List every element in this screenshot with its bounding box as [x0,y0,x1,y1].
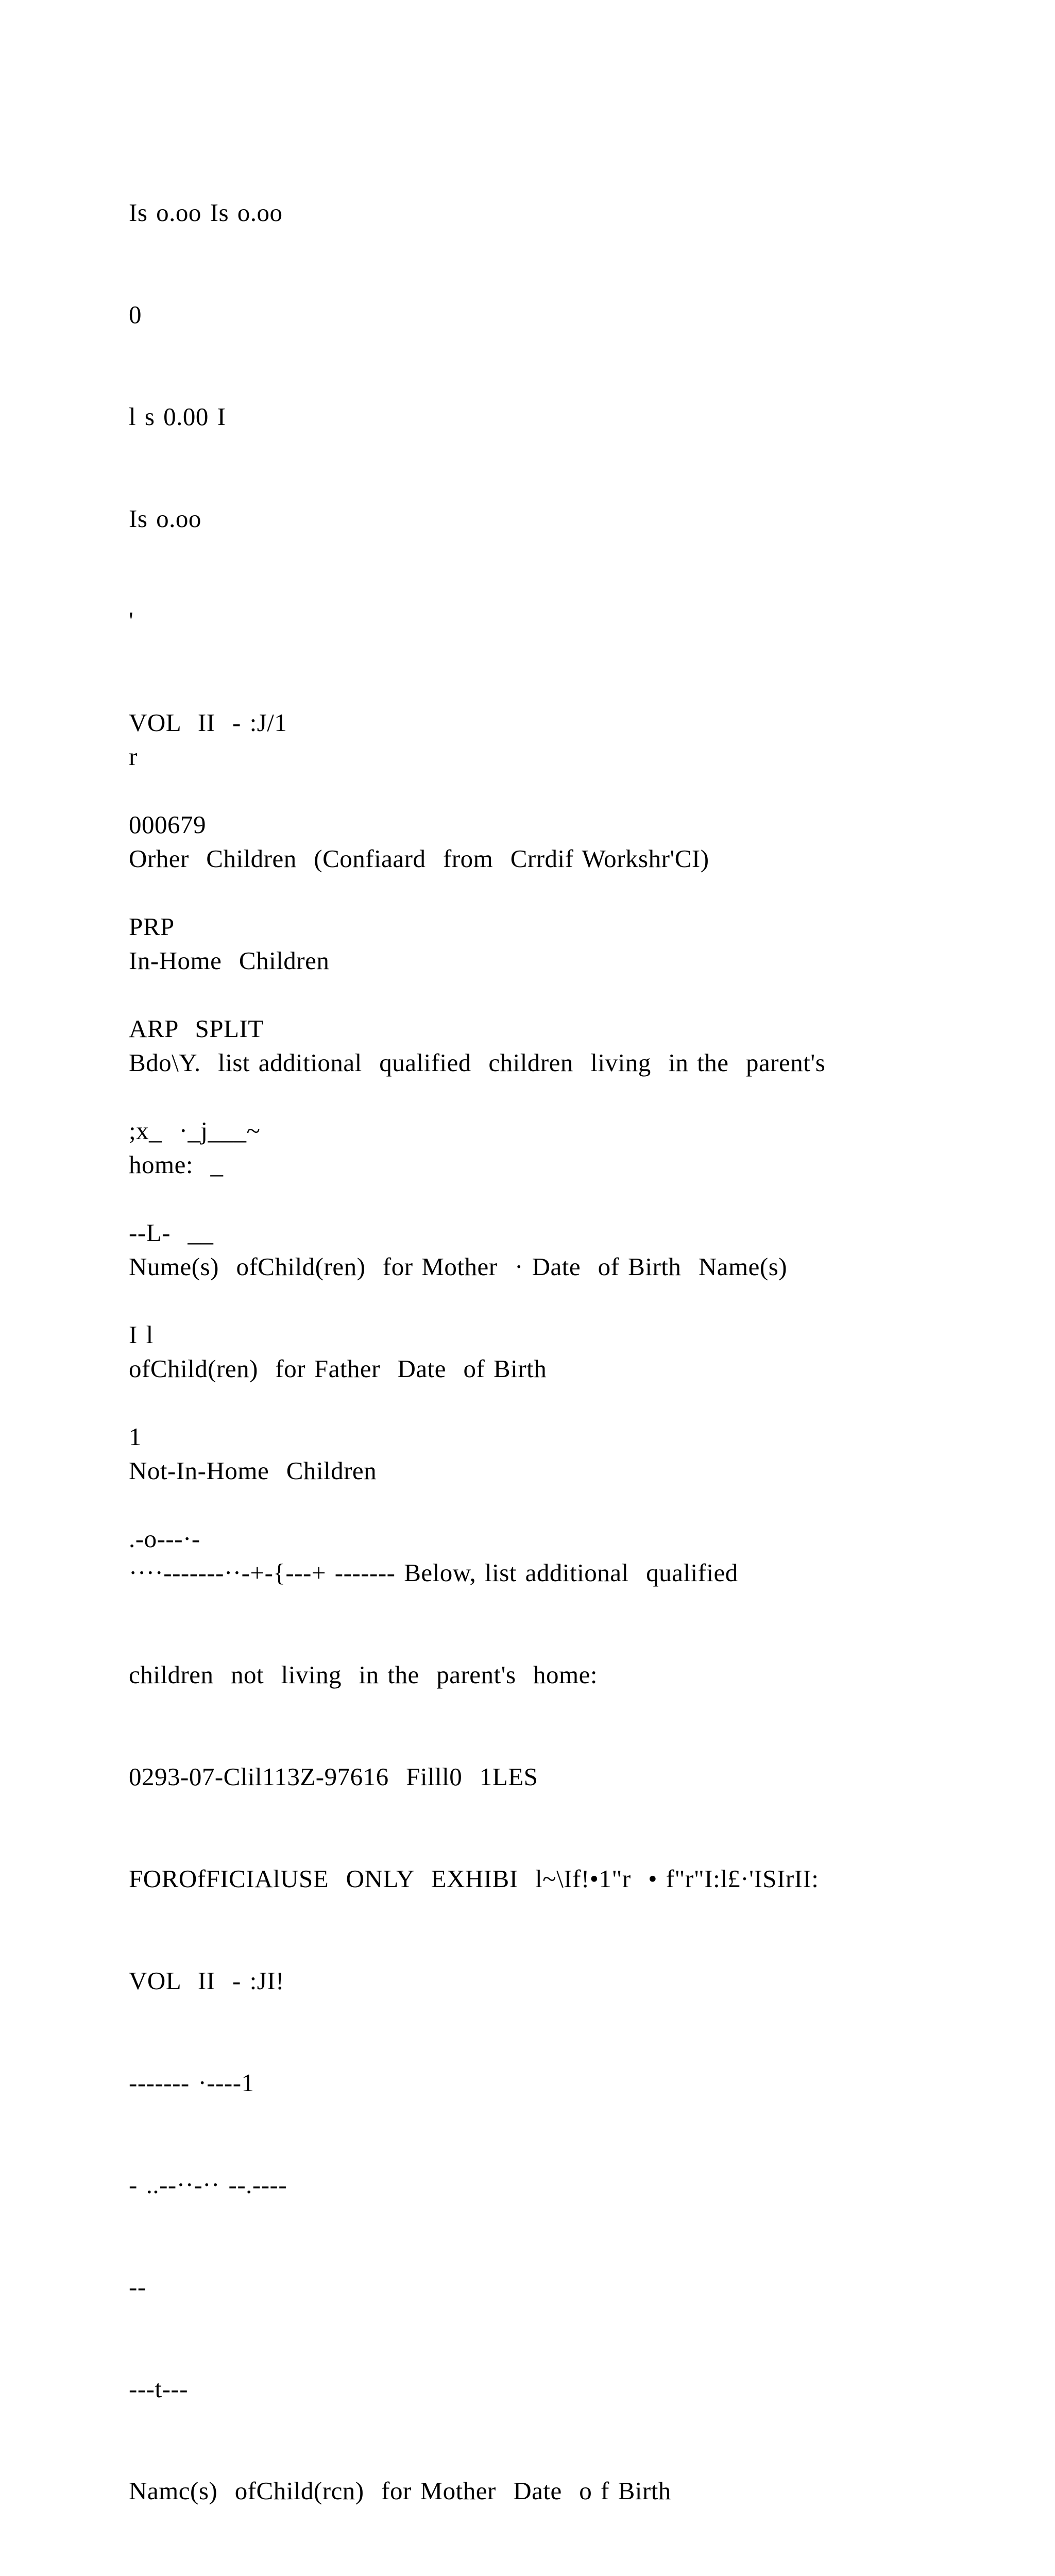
bottom-text-block [129,672,932,2576]
text-line: 000679 [129,810,206,839]
text-line: --L- __ [129,1218,214,1247]
text-line: Is o.oo Is o.oo [129,198,283,227]
text-line: I l [129,1320,154,1349]
text-line: ····-------··-+-{---+ ------- Below, list additional qualified [129,1558,738,1587]
section-heading: Orher Children (Confiaard from Crrdif Workshr'CI) [129,844,709,873]
text-line: VOL II - :JI! [129,1967,284,1995]
text-line: ofChild(ren) for Father Date of Birth [129,1354,547,1383]
text-line: FOROfFICIAlUSE ONLY EXHIBI l~\If!•1"r • f"r"I:l£·'ISIrII: [129,1865,819,1893]
text-line: l s 0.00 I [129,402,226,431]
text-line: ;x_ ·_j___~ [129,1116,261,1145]
text-line: -- [129,2273,146,2301]
text-line: ARP SPLIT [129,1014,264,1043]
text-line: home: _ [129,1150,224,1179]
text-line: - ..--··-·· --.---- [129,2171,287,2199]
text-line: Nume(s) ofChild(ren) for Mother · Date of Birth Name(s) [129,1252,788,1281]
subsection-heading: In-Home Children [129,946,330,975]
text-line: ---t--- [129,2375,189,2403]
text-line: PRP [129,912,175,941]
text-line: 1 [129,1422,142,1451]
text-line: ------- ·----1 [129,2069,254,2097]
subsection-heading: Not-In-Home Children [129,1456,377,1485]
text-line: r [129,742,138,771]
text-line: Is o.oo [129,504,201,533]
text-line: 0293-07-Clil113Z-97616 Filll0 1LES [129,1762,538,1791]
text-line: ' [129,606,134,635]
text-line: Bdo\Y. list additional qualified children living in the parent's [129,1048,826,1077]
text-line: VOL II - :J/1 [129,708,287,737]
text-line: 0 [129,300,142,329]
text-line: children not living in the parent's home: [129,1660,598,1689]
text-line: .-o---·- [129,1524,200,1553]
text-line: Namc(s) ofChild(rcn) for Mother Date o f Birth [129,2477,671,2505]
